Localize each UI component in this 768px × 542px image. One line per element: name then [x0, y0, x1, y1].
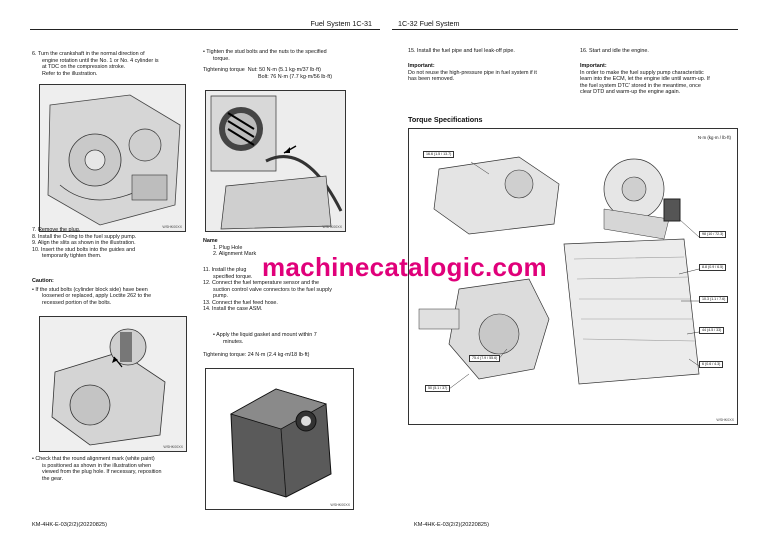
step-15: 15. Install the fuel pipe and fuel leak-off pipe.: [408, 48, 515, 54]
illustration-pump-alignment: [39, 316, 187, 452]
header-rule: [392, 29, 738, 30]
steps-7-10: 7. Remove the plug. 8. Install the O-ring to the fuel supply pump. 9. Align the slits as shown in the illustration. 10. Insert the stud bolts into the guides and temporarily tighten them.: [32, 227, 137, 259]
page-header: 1C-32 Fuel System: [398, 19, 460, 28]
illustration-stud-bolts: [205, 90, 346, 232]
illustration-crankshaft: [39, 84, 186, 232]
torque-callout: 44 (4.5 / 33): [699, 327, 724, 334]
step-6: 6. Turn the crankshaft in the normal direction of engine rotation until the No. 1 or No. 4 cylinder is at TDC on the compression stroke. Refer to the illustration.: [32, 51, 159, 77]
tightening-torque-1: Tightening torque Nut: 50 N·m (5.1 kg·m/37 lb·ft) Bolt: 76 N·m (7.7 kg·m/56 lb·ft): [203, 67, 332, 80]
page-footer: KM-4HK-E-03(2/2)(20220825): [414, 522, 489, 528]
figure-code: WSHK00XX: [330, 503, 350, 507]
caution-title: Caution:: [32, 278, 54, 284]
page-header: Fuel System 1C-31: [310, 19, 372, 28]
figure-code: WSHK00XX: [322, 225, 342, 229]
torque-callout: 6 (0.6 / 4.3): [699, 361, 723, 368]
units-label: N·m (kg·m / lb·ft): [697, 135, 731, 140]
tighten-note: • Tighten the stud bolts and the nuts to the specified torque.: [203, 49, 327, 62]
apply-gasket-note: • Apply the liquid gasket and mount within 7 minutes.: [213, 332, 317, 345]
figure-code: WSHK00XX: [162, 225, 182, 229]
name-list: Name 1. Plug Hole 2. Alignment Mark: [203, 238, 363, 258]
torque-callout: 10.3 (1.1 / 7.6): [699, 296, 728, 303]
name-title: Name: [203, 238, 218, 244]
case-asm-drawing: [206, 369, 354, 510]
torque-callout: 50 (5.1 / 37): [425, 385, 450, 392]
illustration-case-asm: [205, 368, 354, 510]
torque-callout: 98 (10 / 72.3): [699, 231, 726, 238]
step-16: 16. Start and idle the engine.: [580, 48, 649, 54]
figure-code: WSHK0XX: [716, 418, 734, 422]
engine-drawing: [40, 85, 186, 232]
page-footer: KM-4HK-E-03(2/2)(20220825): [32, 522, 107, 528]
steps-11-14: 11. Install the plug specified torque. 12. Connect the fuel temperature sensor and the suction control valve connectors to the fuel supply pump. 13. Connect the fuel feed hose. 14. Install the case ASM.: [203, 267, 332, 312]
tightening-torque-2: Tightening torque: 24 N·m (2.4 kg·m/18 lb·ft): [203, 352, 310, 358]
torque-callout: 16.6 (1.5 / 13.7): [423, 151, 454, 158]
figure-code: WSHK00XX: [163, 445, 183, 449]
header-rule: [30, 29, 380, 30]
torque-callout: 8.8 (0.9 / 6.5): [699, 264, 726, 271]
pump-drawing: [40, 317, 187, 452]
check-note: • Check that the round alignment mark (white paint) is positioned as shown in the illustration when viewed from the plug hole. If necessary, reposition the gear.: [32, 456, 162, 482]
caution-block: Caution: • If the stud bolts (cylinder block side) have been loosened or replaced, apply Loctite 262 to the recessed portion of the bolts.: [32, 278, 188, 306]
torque-specifications-title: Torque Specifications: [408, 115, 483, 124]
watermark: machinecatalogic.com: [262, 252, 547, 282]
important-2: Important: In order to make the fuel supply pump characteristic learn into the ECM, let the engine idle until warm-up. If the fuel system DTC' stored in the meantime, once clear DTD and warm-up the engine again.: [580, 63, 710, 95]
stud-bolt-drawing: [206, 91, 346, 232]
torque-callout: 75.4 (7.9 / 55.6): [469, 355, 500, 362]
important-1: Important: Do not reuse the high-pressure pipe in fuel system if it has been removed.: [408, 63, 537, 82]
